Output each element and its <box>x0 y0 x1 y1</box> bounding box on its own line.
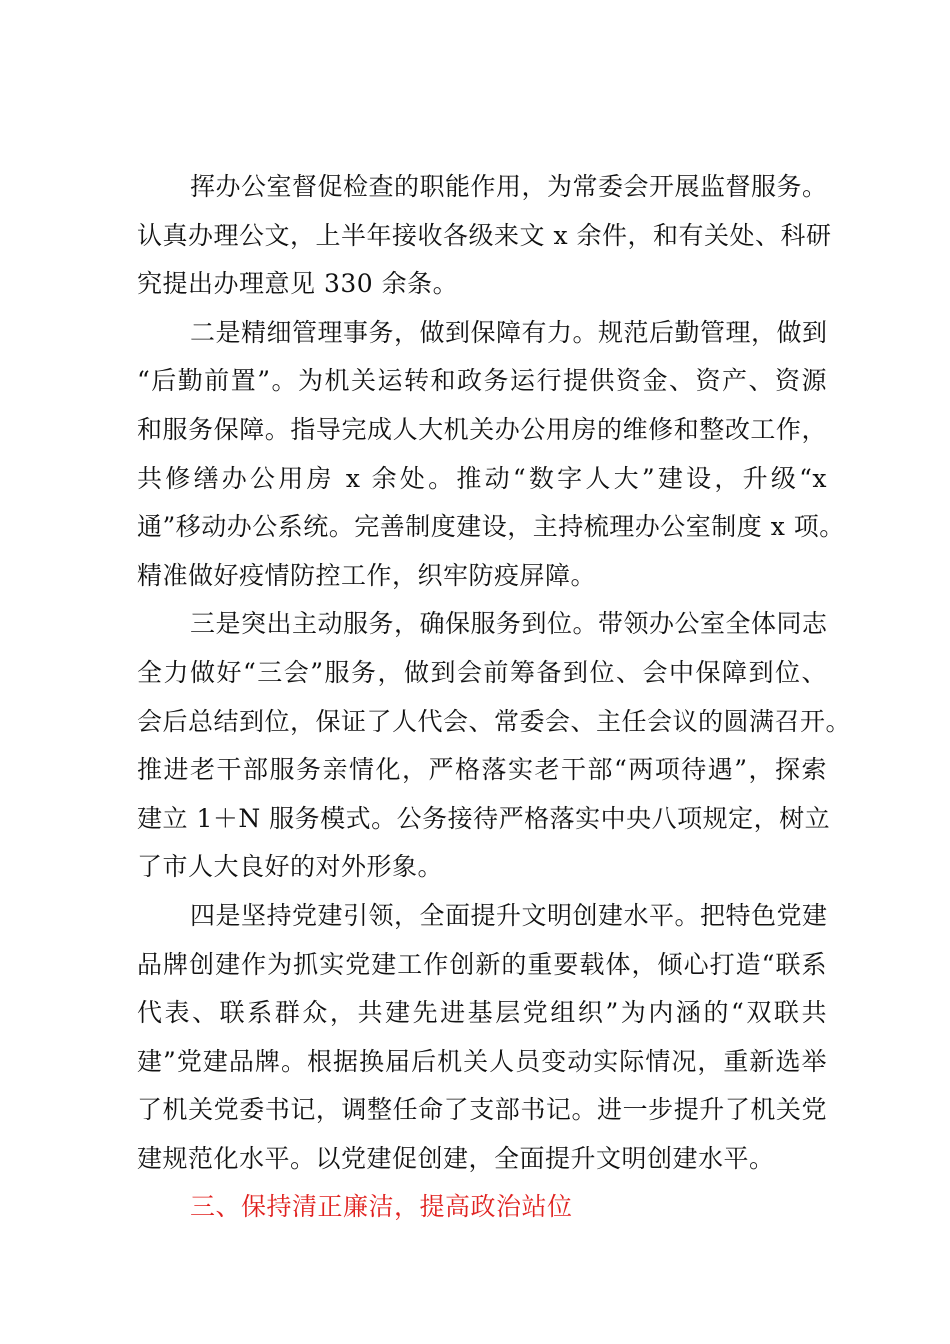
paragraph-line: 和服务保障。指导完成人大机关办公用房的维修和整改工作， <box>137 414 827 444</box>
paragraph-line: 品牌创建作为抓实党建工作创新的重要载体，倾心打造“联系 <box>137 949 827 979</box>
paragraph-line: 建立 1＋N 服务模式。公务接待严格落实中央八项规定，树立 <box>137 803 831 833</box>
paragraph-line: 建规范化水平。以党建促创建，全面提升文明创建水平。 <box>137 1143 775 1173</box>
paragraph-line: 了市人大良好的对外形象。 <box>137 852 444 882</box>
paragraph-line: “后勤前置”。为机关运转和政务运行提供资金、资产、资源 <box>137 366 827 396</box>
paragraph-line: 认真办理公文，上半年接收各级来文 x 余件，和有关处、科研 <box>137 220 832 250</box>
paragraph-line: 精准做好疫情防控工作，织牢防疫屏障。 <box>137 560 597 590</box>
paragraph-line: 三是突出主动服务，确保服务到位。带领办公室全体同志 <box>190 609 828 639</box>
paragraph-line: 建”党建品牌。根据换届后机关人员变动实际情况，重新选举 <box>137 1046 827 1076</box>
paragraph-line: 究提出办理意见 330 余条。 <box>137 269 459 299</box>
body-text <box>137 163 852 1232</box>
section-heading: 三、保持清正廉洁，提高政治站位 <box>190 1192 573 1222</box>
paragraph-line: 全力做好“三会”服务，做到会前筹备到位、会中保障到位、 <box>137 657 827 687</box>
paragraph-line: 代表、联系群众，共建先进基层党组织”为内涵的“双联共 <box>137 998 827 1028</box>
paragraph-line: 推进老干部服务亲情化，严格落实老干部“两项待遇”，探索 <box>137 755 827 785</box>
paragraph-line: 会后总结到位，保证了人代会、常委会、主任会议的圆满召开。 <box>137 706 852 736</box>
paragraph-line: 通”移动办公系统。完善制度建设，主持梳理办公室制度 x 项。 <box>137 512 845 542</box>
paragraph-line: 挥办公室督促检查的职能作用，为常委会开展监督服务。 <box>190 172 828 201</box>
paragraph-line: 了机关党委书记，调整任命了支部书记。进一步提升了机关党 <box>137 1095 827 1125</box>
paragraph-line: 共修缮办公用房 x 余处。推动“数字人大”建设，升级“x <box>137 463 827 493</box>
paragraph-line: 二是精细管理事务，做到保障有力。规范后勤管理，做到 <box>190 317 828 347</box>
paragraph-line: 四是坚持党建引领，全面提升文明创建水平。把特色党建 <box>190 900 828 930</box>
